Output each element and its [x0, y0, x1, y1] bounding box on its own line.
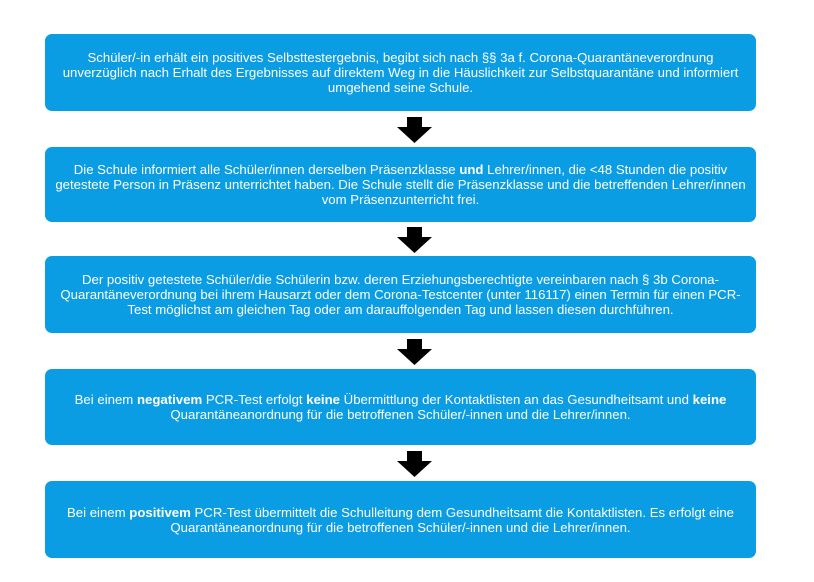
- step-text-run: PCR-Test übermittelt die Schulleitung dem Gesundheitsamt die Kontaktlisten. Es erfolgt eine Quarantäneanordnung für die betroffenen Schüler/-innen und die Lehrer/innen.: [170, 504, 735, 535]
- flow-step-2: [45, 147, 756, 222]
- down-arrow-icon: [397, 451, 432, 477]
- flow-step-2-text: [55, 162, 746, 207]
- flow-step-4-text: [55, 392, 746, 422]
- step-text-run: Lehrer/innen, die <48 Stunden die positiv getestete Person in Präsenz unterrichtet haben. Die Schule stellt die Präsenzklasse und die betreffenden Lehrer/innen vom Präsenzunterricht frei.: [55, 162, 746, 207]
- flow-step-3-text: [55, 272, 746, 317]
- down-arrow-icon: [397, 339, 432, 365]
- down-arrow-icon: [397, 117, 432, 143]
- flow-step-3: [45, 256, 756, 333]
- flow-step-5: [45, 481, 756, 558]
- emphasis-text: positivem: [129, 504, 191, 520]
- emphasis-text: keine: [306, 392, 340, 407]
- down-arrow-icon: [397, 227, 432, 253]
- step-text-run: Bei einem: [66, 504, 130, 520]
- step-text-run: PCR-Test erfolgt: [202, 392, 307, 407]
- flow-step-1: [45, 34, 756, 111]
- emphasis-text: keine: [692, 392, 727, 407]
- step-text-run: Bei einem: [74, 392, 137, 407]
- step-text-run: Der positiv getestete Schüler/die Schülerin bzw. deren Erziehungsberechtigte vereinbaren nach § 3b Corona-Quarantäneverordnung bei ihrem Hausarzt oder dem Corona-Testcenter (unter 116117) einen Termin für einen PCR-Test möglichst am gleichen Tag oder am darauffolgenden Tag und lassen diesen durchführen.: [60, 272, 741, 317]
- step-text-run: Die Schule informiert alle Schüler/innen derselben Präsenzklasse: [73, 162, 460, 177]
- emphasis-text: negativem: [136, 392, 203, 407]
- flow-step-4: [45, 369, 756, 445]
- step-text-run: Quarantäneanordnung für die betroffenen Schüler/-innen und die Lehrer/innen.: [170, 407, 631, 422]
- step-text-run: Übermittlung der Kontaktlisten an das Gesundheitsamt und: [340, 392, 693, 407]
- emphasis-text: und: [459, 162, 484, 177]
- flow-step-1-text: [55, 50, 746, 95]
- step-text-run: Schüler/-in erhält ein positives Selbsttestergebnis, begibt sich nach §§ 3a f. Corona-Quarantäneverordnung unverzüglich nach Erhalt des Ergebnisses auf direktem Weg in die Häuslichkeit zur Selbstquarantäne und informiert umgehend seine Schule.: [62, 50, 739, 95]
- flow-step-5-text: [55, 505, 746, 535]
